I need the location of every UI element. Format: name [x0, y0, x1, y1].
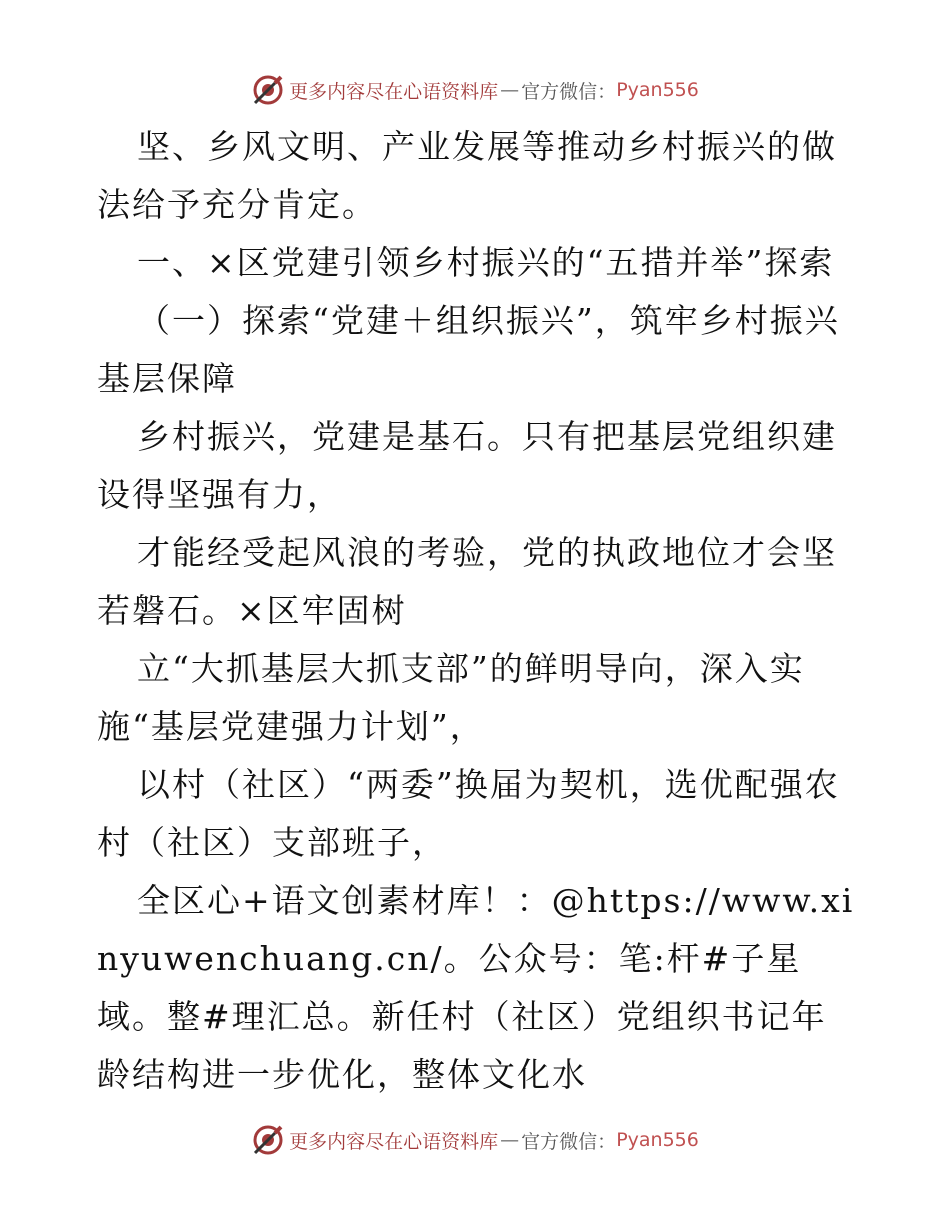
banner-wechat-id: Pyan556	[616, 1129, 699, 1151]
banner-wechat-id: Pyan556	[616, 79, 699, 101]
pen-logo-icon	[251, 73, 285, 107]
document-body	[97, 118, 857, 1104]
banner-official-label: 官方微信：	[521, 1130, 617, 1153]
section-heading: 一、×区党建引领乡村振兴的“五措并举”探索	[137, 243, 835, 282]
paragraph: 坚、乡风文明、产业发展等推动乡村振兴的做法给予充分肯定。	[97, 127, 837, 224]
header-banner	[0, 70, 950, 110]
subsection-heading: （一）探索“党建＋组织振兴”，筑牢乡村振兴基层保障	[97, 301, 840, 398]
banner-text: 更多内容尽在心语资料库	[289, 1130, 499, 1153]
banner-official-label: 官方微信：	[521, 80, 617, 103]
paragraph: 以村（社区）“两委”换届为契机，选优配强农村（社区）支部班子，	[97, 765, 840, 862]
banner-text: 更多内容尽在心语资料库	[289, 80, 499, 103]
banner-separator: —	[500, 1129, 520, 1151]
paragraph: 才能经受起风浪的考验，党的执政地位才会坚若磐石。×区牢固树	[97, 533, 837, 630]
paragraph: 乡村振兴，党建是基石。只有把基层党组织建设得坚强有力，	[97, 417, 837, 514]
paragraph: 立“大抓基层大抓支部”的鲜明导向，深入实施“基层党建强力计划”，	[97, 649, 805, 746]
footer-banner	[0, 1120, 950, 1160]
pen-logo-icon	[251, 1123, 285, 1157]
paragraph: 全区心+语文创素材库！：@https://www.xinyuwenchuang.cn/。公众号：笔:杆#子星域。整#理汇总。新任村（社区）党组织书记年龄结构进一步优化，整体文化水	[97, 881, 855, 1094]
banner-separator: —	[500, 79, 520, 101]
